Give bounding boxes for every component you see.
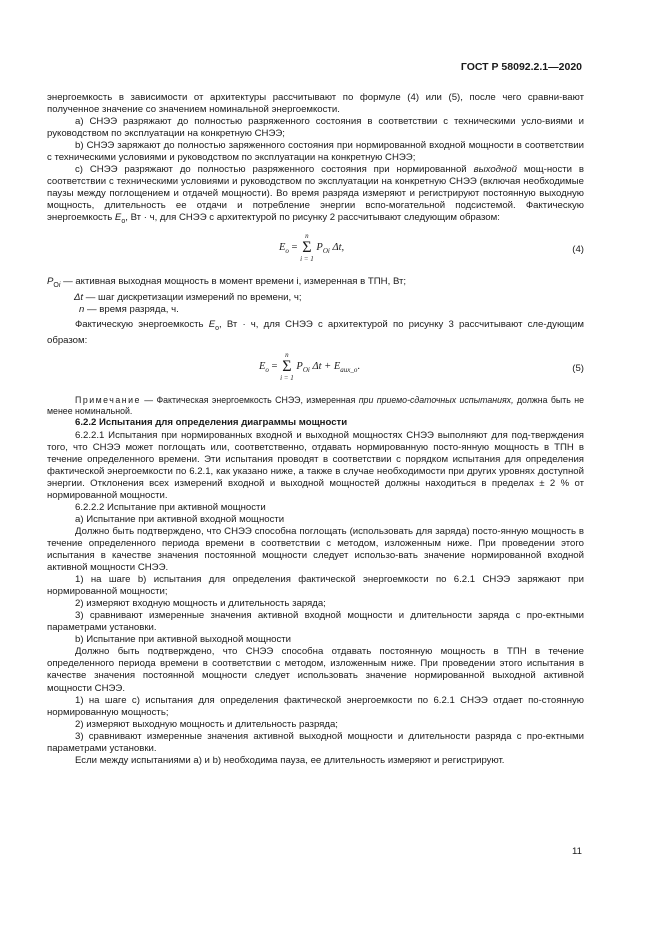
paragraph: энергоемкость в зависимости от архитектуры рассчитывают по формуле (4) или (5), после чего сравни-вают полученное значение со значением номинальной энергоемкости. [47,92,584,116]
paragraph: 2) измеряют входную мощность и длительность заряда; [75,598,326,610]
page-content [47,92,584,767]
paragraph: Если между испытаниями a) и b) необходима пауза, ее длительность измеряют и регистрируют. [75,754,505,766]
paragraph: 1) на шаге b) испытания для определения фактической энергоемкости по 6.2.1 СНЭЭ заряжают при нормированной мощности; [47,574,584,598]
page-number: 11 [572,846,582,857]
document-id: ГОСТ Р 58092.2.1—2020 [460,61,582,73]
formula-number: (5) [572,363,584,375]
section-heading: 6.2.2 Испытания для определения диаграммы мощности [75,417,348,429]
paragraph: b) Испытание при активной выходной мощности [75,634,292,646]
paragraph: 3) сравнивают измеренные значения активной выходной мощности и длительности разряда с про-ектными параметрами установки. [47,730,584,754]
paragraph: a) Испытание при активной входной мощности [75,513,285,525]
paragraph: 3) сравнивают измеренные значения активной входной мощности и длительности заряда с про-ектными параметрами установки. [47,610,584,634]
paragraph: b) СНЭЭ заряжают до полностью заряженного состояния при нормированной входной мощности в соответствии с техническими условиями и руководством по эксплуатации на конкретную СНЭЭ; [47,140,584,164]
formula-number: (4) [572,244,584,256]
paragraph: 2) измеряют выходную мощность и длительность разряда; [75,718,338,730]
paragraph: 1) на шаге c) испытания для определения фактической энергоемкости по 6.2.1 СНЭЭ отдает по-стоянную нормированную мощность; [47,694,584,718]
paragraph: Должно быть подтверждено, что СНЭЭ способна поглощать (использовать для заряда) посто-янную мощность в течение определенного периода времени в соответствии с методом, изложенным ниже. При проведении этого испытания в качестве значения постоянной мощности следует использо-вать значение нормированной входной активной мощности СНЭЭ. [47,525,584,574]
paragraph: a) СНЭЭ разряжают до полностью разряженного состояния в соответствии с техническими усло-виями и руководством по эксплуатации на конкретную СНЭЭ; [47,116,584,140]
paragraph: Фактическую энергоемкость $E_o$, Вт · ч, для СНЭЭ с архитектурой по рисунку 3 рассчитывают сле-дующим образом: [47,319,584,347]
paragraph: c) СНЭЭ разряжают до полностью разряженного состояния при нормированной выходной мощ-ности в соответствии с техническими условиями и руководством по эксплуатации на конкретную СНЭЭ (включая необходимые паузы между поглощением и отдачей мощности). Во время разряда измеряют и регистрируют постоянную выходную мощность, длительность ее отдачи и потребление энергии вспо-могательной подсистемой. Фактическую энергоемкость $E_o$, Вт · ч, для СНЭЭ с архитектурой по рисунку 2 рассчитывают следующим образом: [47,164,585,226]
note: Примечание — Фактическая энергоемкость СНЭЭ, измеренная при приемо-сдаточных испытаниях, должна быть не менее номинальной. [47,395,584,417]
paragraph: Должно быть подтверждено, что СНЭЭ способна отдавать постоянную мощность в ТПН в течение определенного периода времени в соответствии с методом, изложенным ниже. При проведении этого испытания в качестве значения постоянной мощности следует использовать значение нормированной выходной активной мощности СНЭЭ. [47,646,584,694]
paragraph: 6.2.2.1 Испытания при нормированных входной и выходной мощностях СНЭЭ выполняют для под-тверждения того, что СНЭЭ может поглощать или, соответственно, отдавать нормированную посто-янную мощность в ТПН в течение определенного времени. Эти испытания проводят в соответствии с порядком испытания для определения фактической энергоемкости по 6.2.1, как указано ниже, а также в случае необходимости при других уровнях доступной энергии. Отклонения всех измерений входной и выходной мощностей должны находиться в пределах ± 2 % от нормированной мощности. [47,429,584,501]
paragraph: 6.2.2.2 Испытание при активной мощности [75,501,266,513]
definition: $P_{Oi}$ — активная выходная мощность в момент времени i, измеренная в ТПН, Вт; [47,276,407,290]
definition: Δt — шаг дискретизации измерений по времени, ч; [74,292,302,304]
definitions [47,276,584,316]
formula-5: $E_o$ = n Σ i = 1 $P_{Oi}$ $\Delta t + E_{aux\_o}$. (5) [259,351,584,383]
definition: n — время разряда, ч. [79,304,179,316]
formula-4: $E_o$ = n Σ i = 1 $P_{Oi}$ Δt, (4) [279,232,584,264]
